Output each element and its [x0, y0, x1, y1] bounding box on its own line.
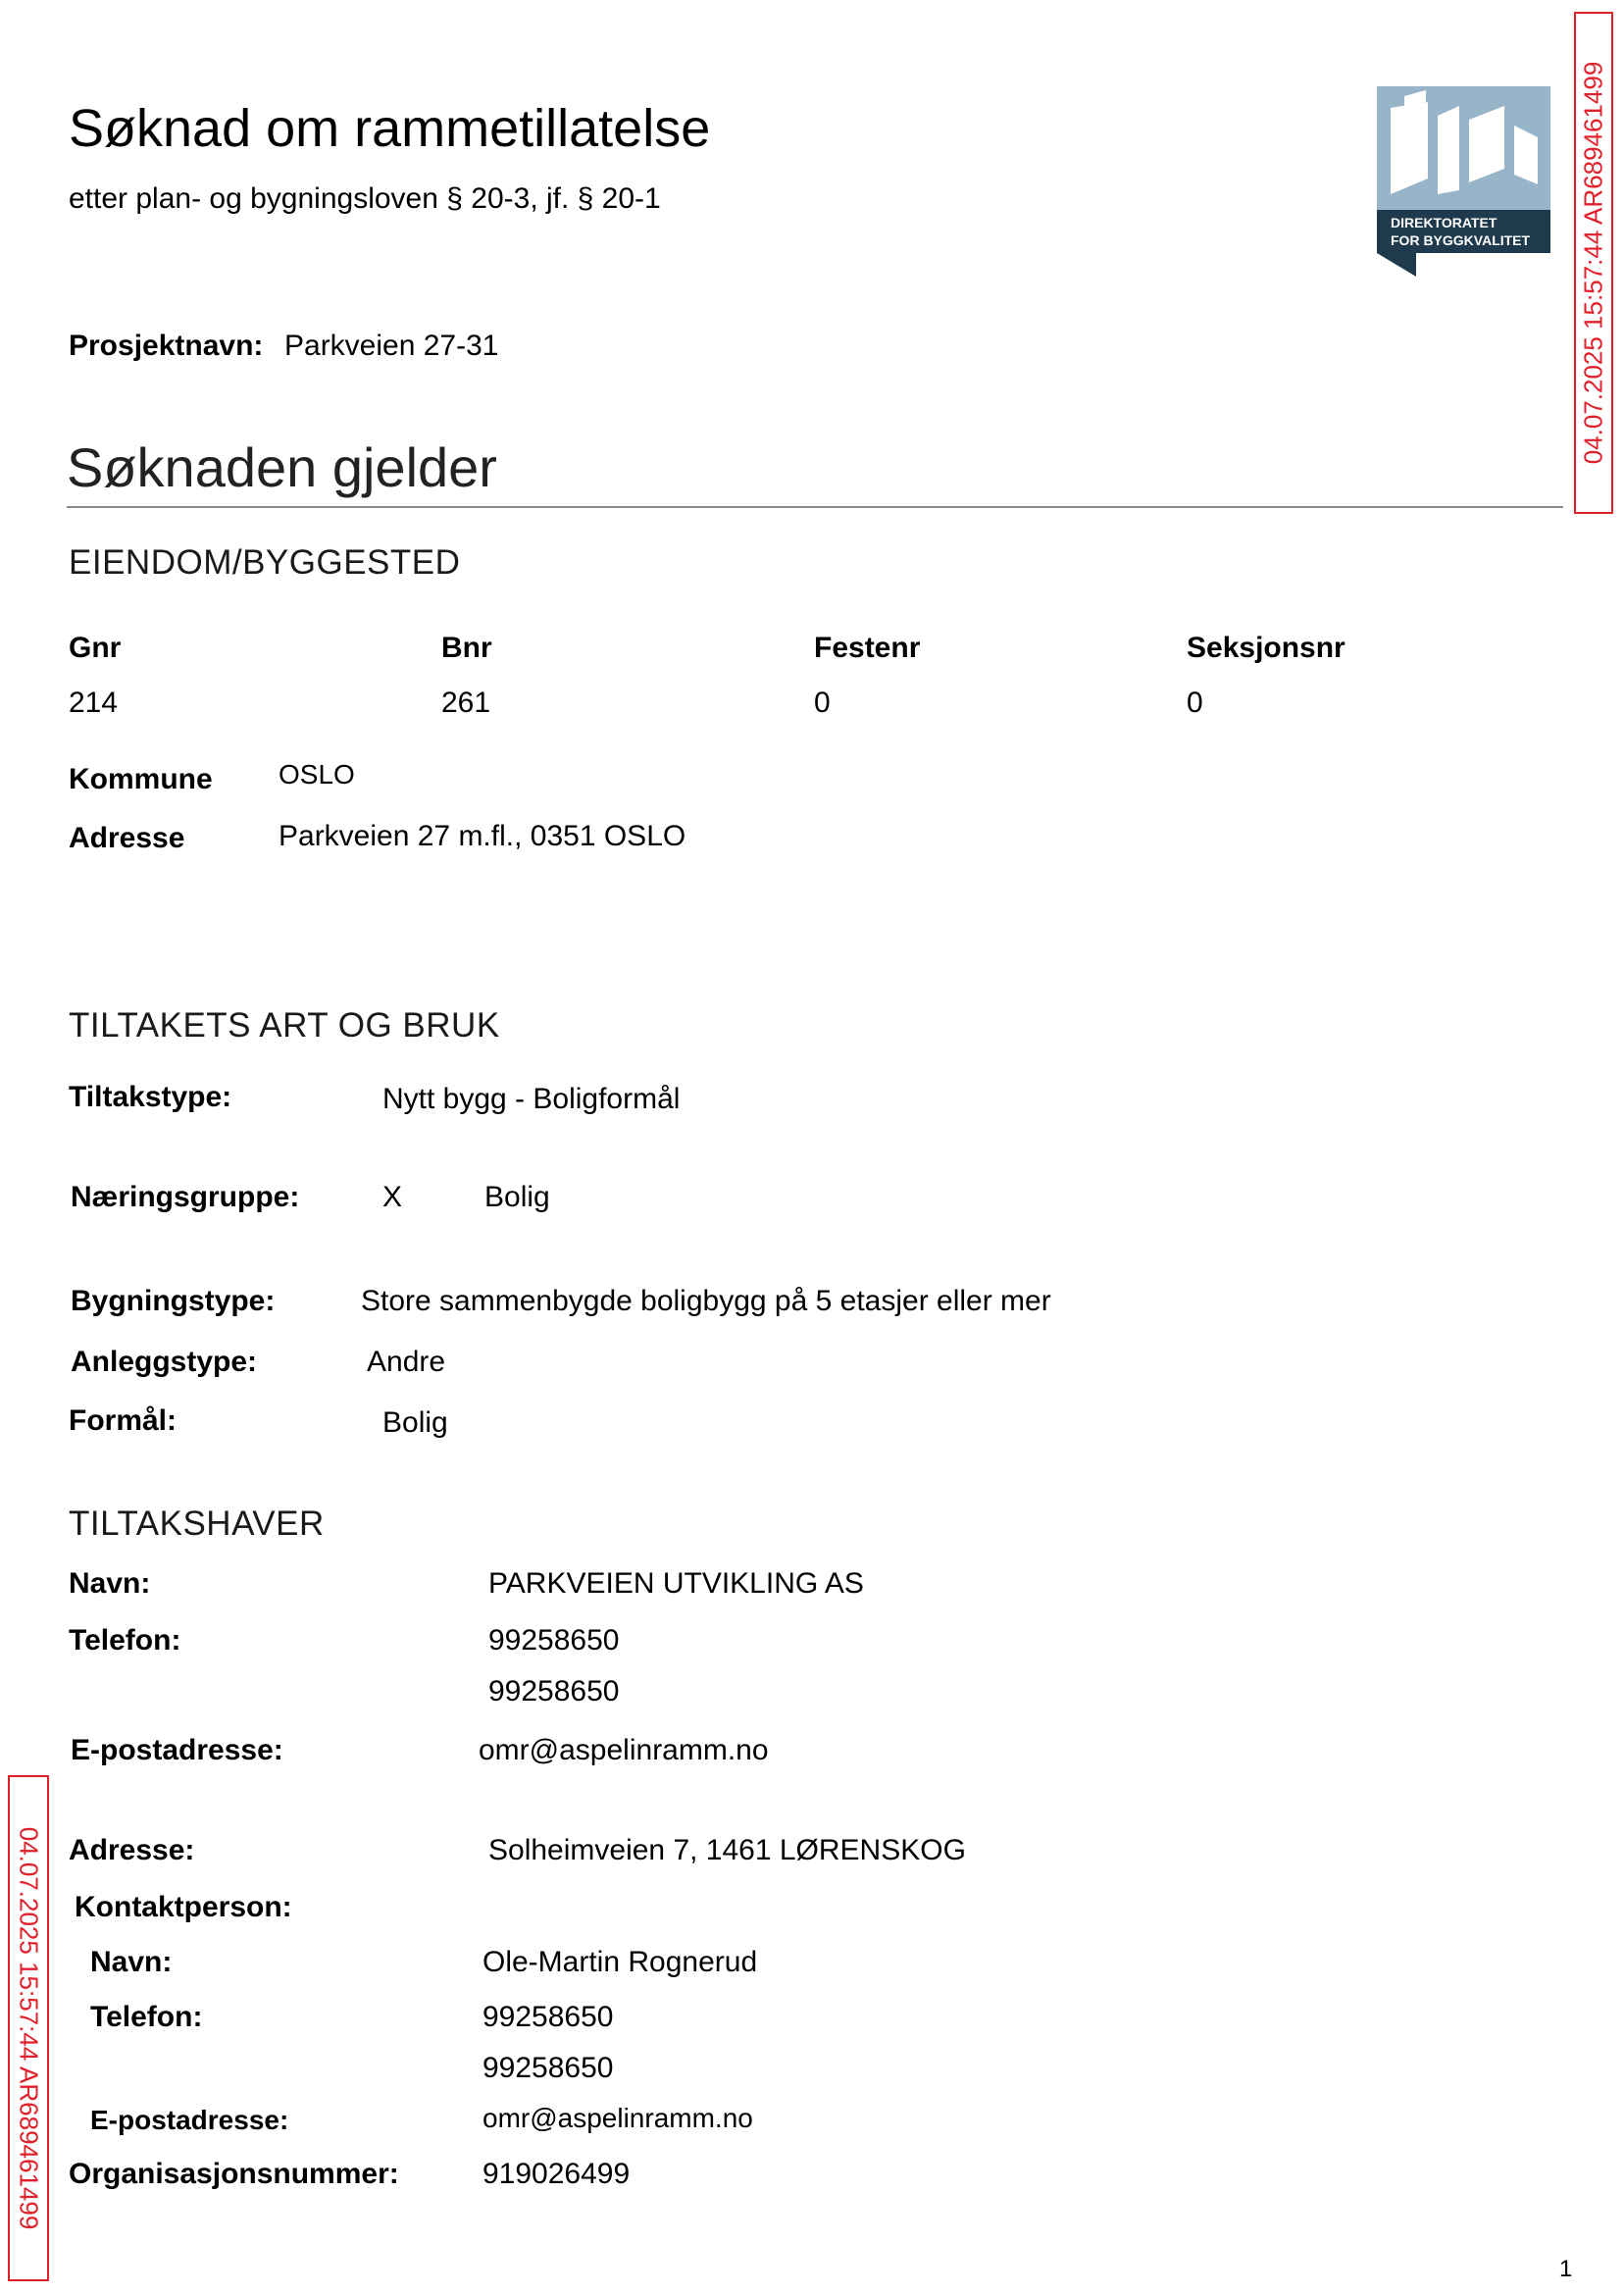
dibk-logo: [1377, 86, 1550, 277]
address-value: Parkveien 27 m.fl., 0351 OSLO: [279, 820, 686, 852]
industry-code: X: [382, 1181, 403, 1213]
page-number: 1: [1559, 2256, 1573, 2282]
owner-phone-value-2: 99258650: [488, 1675, 620, 1708]
building-type-value: Store sammenbygde boligbygg på 5 etasjer eller mer: [361, 1285, 1051, 1317]
facility-type-value: Andre: [367, 1346, 446, 1378]
municipality-label: Kommune: [69, 763, 213, 795]
owner-address-value: Solheimveien 7, 1461 LØRENSKOG: [488, 1834, 966, 1866]
contact-phone-value-1: 99258650: [482, 2001, 614, 2033]
column-festenr: Festenr: [814, 632, 921, 664]
industry-label: Næringsgruppe:: [71, 1181, 300, 1213]
measure-type-value: Nytt bygg - Boligformål: [382, 1083, 681, 1115]
contact-phone-label: Telefon:: [90, 2001, 203, 2033]
contact-email-label: E-postadresse:: [90, 2105, 289, 2135]
application-heading: Søknaden gjelder: [67, 436, 497, 498]
document-title: Søknad om rammetillatelse: [69, 99, 711, 158]
measure-type-label: Tiltakstype:: [69, 1081, 232, 1113]
owner-email-value: omr@aspelinramm.no: [479, 1734, 769, 1766]
contact-email-value: omr@aspelinramm.no: [482, 2103, 753, 2133]
building-type-label: Bygningstype:: [71, 1285, 276, 1317]
municipality-value: OSLO: [279, 759, 355, 790]
column-gnr: Gnr: [69, 632, 122, 664]
measure-section-title: TILTAKETS ART OG BRUK: [69, 1006, 500, 1045]
contact-person-label: Kontaktperson:: [75, 1891, 292, 1923]
contact-name-value: Ole-Martin Rognerud: [482, 1946, 758, 1978]
logo-text-2: FOR BYGGKVALITET: [1391, 232, 1531, 248]
owner-email-label: E-postadresse:: [71, 1734, 283, 1766]
industry-value: Bolig: [484, 1181, 550, 1213]
stamp-text-right: 04.07.2025 15:57:44 AR689461499: [1578, 61, 1608, 465]
owner-section-title: TILTAKSHAVER: [69, 1504, 325, 1543]
org-number-value: 919026499: [482, 2158, 631, 2190]
project-name-value: Parkveien 27-31: [284, 330, 499, 362]
address-label: Adresse: [69, 822, 185, 854]
owner-phone-label: Telefon:: [69, 1624, 181, 1657]
property-section-title: EIENDOM/BYGGESTED: [69, 543, 461, 582]
timestamp-stamp-left: [8, 1775, 49, 2281]
document-subtitle: etter plan- og bygningsloven § 20-3, jf. § 20-1: [69, 182, 661, 215]
project-name-label: Prosjektnavn:: [69, 330, 264, 362]
column-bnr: Bnr: [441, 632, 492, 664]
column-seksjonsnr: Seksjonsnr: [1187, 632, 1345, 664]
owner-name-label: Navn:: [69, 1567, 151, 1600]
value-seksjonsnr: 0: [1187, 687, 1203, 719]
contact-name-label: Navn:: [90, 1946, 173, 1978]
value-festenr: 0: [814, 687, 831, 719]
owner-address-label: Adresse:: [69, 1834, 195, 1866]
heading-divider: [67, 506, 1563, 508]
logo-text-1: DIREKTORATET: [1391, 215, 1497, 230]
contact-phone-value-2: 99258650: [482, 2052, 614, 2084]
value-bnr: 261: [441, 687, 491, 719]
owner-phone-value-1: 99258650: [488, 1624, 620, 1657]
stamp-text-left: 04.07.2025 15:57:44 AR689461499: [14, 1826, 44, 2230]
timestamp-stamp-right: [1574, 12, 1613, 514]
owner-name-value: PARKVEIEN UTVIKLING AS: [488, 1567, 864, 1600]
purpose-label: Formål:: [69, 1404, 178, 1437]
value-gnr: 214: [69, 687, 119, 719]
org-number-label: Organisasjonsnummer:: [69, 2158, 399, 2190]
purpose-value: Bolig: [382, 1406, 448, 1439]
facility-type-label: Anleggstype:: [71, 1346, 258, 1378]
